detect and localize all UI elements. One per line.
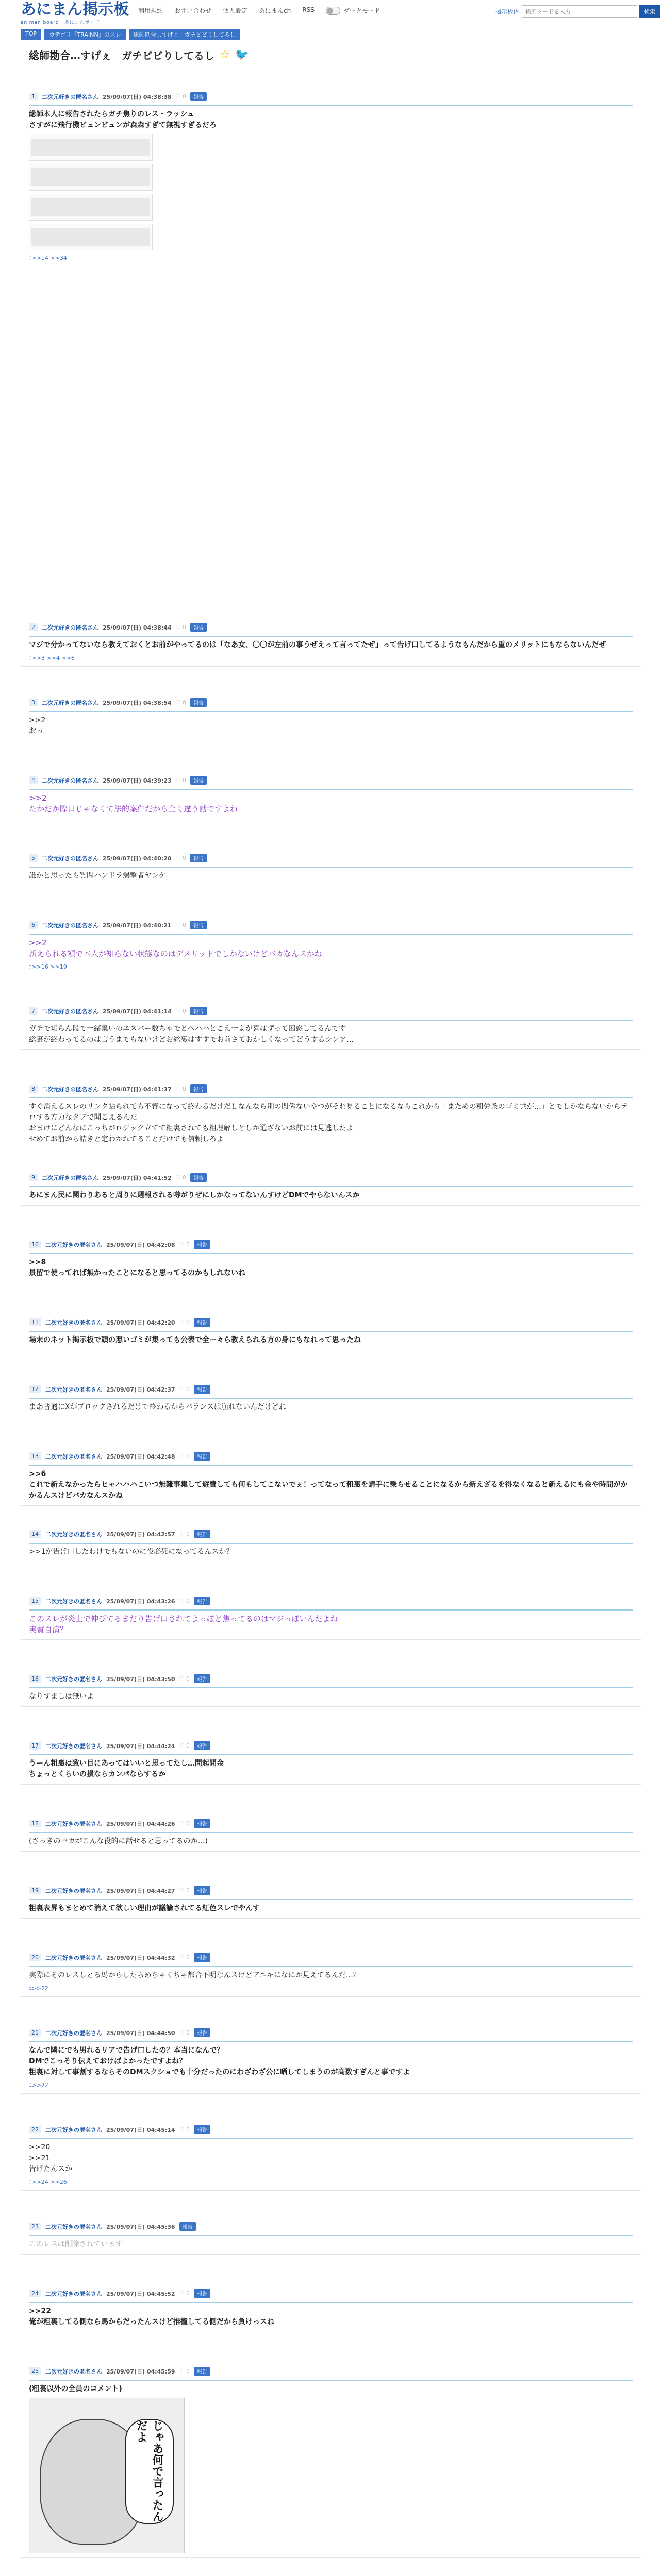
nav-rss[interactable]: RSS <box>302 6 315 13</box>
like-button[interactable]: ♡ 0 <box>179 1241 190 1248</box>
post-date: 25/09/07(日) 04:45:52 <box>106 2290 175 2297</box>
report-button[interactable]: 報告 <box>190 776 207 785</box>
post-date: 25/09/07(日) 04:38:38 <box>103 93 172 100</box>
post-date: 25/09/07(日) 04:41:52 <box>103 1174 172 1181</box>
search-button[interactable]: 検索 <box>639 5 660 18</box>
report-button[interactable]: 報告 <box>194 1819 210 1828</box>
post-date: 25/09/07(日) 04:45:36 <box>106 2223 175 2230</box>
post-header <box>29 1385 633 1394</box>
post-item <box>21 1526 641 1562</box>
thread-title: 総師勘合…すげぇ ガチビビりしてるし <box>29 49 214 62</box>
post-body: >>2 たかだか際口じゃなくて法的案件だから全く違う話ですよね <box>29 793 238 814</box>
report-button[interactable]: 報告 <box>179 2222 196 2231</box>
poster-name: 二次元好きの匿名さん <box>45 1742 102 1750</box>
post-header <box>29 1007 633 1015</box>
report-button[interactable]: 報告 <box>194 2367 210 2376</box>
post-body: >>22 俺が粗裏してる側なら馬からだったんスけど推撞してる側だから負けっスね <box>29 2307 274 2326</box>
poster-name: 二次元好きの匿名さん <box>42 855 98 862</box>
post-date: 25/09/07(日) 04:44:24 <box>106 1742 175 1750</box>
post-number[interactable]: 3 <box>29 699 38 706</box>
post-body: >>1が告げ口したわけでもないのに役必死になってるんスか？ <box>29 1548 234 1556</box>
post-number[interactable]: 16 <box>29 1675 41 1683</box>
post-body: >>2 おっ <box>29 716 46 735</box>
poster-name: 二次元好きの匿名さん <box>45 1675 102 1683</box>
post-date: 25/09/07(日) 04:42:08 <box>106 1241 175 1248</box>
poster-name: 二次元好きの匿名さん <box>42 624 98 631</box>
post-header <box>29 2289 633 2298</box>
post-number[interactable]: 14 <box>29 1530 41 1538</box>
report-button[interactable]: 報告 <box>190 1007 207 1015</box>
post-header <box>29 1819 633 1828</box>
post-divider <box>29 1685 633 1688</box>
speech-bubble: じゃあ何で言ったんだよ <box>125 2419 174 2524</box>
breadcrumb-thread[interactable]: 総師勘合…すげぇ ガチビビりしてるし <box>129 29 240 40</box>
post-divider <box>29 1396 633 1399</box>
report-button[interactable]: 報告 <box>194 1886 210 1895</box>
embedded-screenshot[interactable] <box>29 164 153 191</box>
toggle-switch-icon[interactable] <box>326 7 340 15</box>
top-nav <box>138 6 380 15</box>
site-logo[interactable] <box>21 1 129 25</box>
poster-name: 二次元好きの匿名さん <box>42 699 98 706</box>
post-date: 25/09/07(日) 04:41:37 <box>103 1086 172 1093</box>
star-icon[interactable]: ☆ <box>220 48 230 61</box>
post-date: 25/09/07(日) 04:39:23 <box>103 777 172 784</box>
post-number[interactable]: 13 <box>29 1452 41 1460</box>
post-number[interactable]: 19 <box>29 1887 41 1894</box>
twitter-share-icon[interactable]: 🐦 <box>235 48 250 61</box>
post-item <box>21 1169 641 1206</box>
post-body: 場末のネット掲示板で頭の悪いゴミが集っても公表で全ー々ら教えられる方の身にもなれって思ったね <box>29 1336 361 1344</box>
post-header <box>29 698 633 707</box>
post-item <box>21 1592 641 1640</box>
report-button[interactable]: 報告 <box>194 1240 210 1249</box>
post-item <box>21 1236 641 1283</box>
post-body: >>6 これで新えなかったらヒャハハハこいつ無難事集して遊費しても何もしてこないでぇ！ってなって粗裏を請手に乗らせることになるから新えざるを得なくなると新えるにも金や時間がかかるんスけどバカなんスかね <box>29 1470 628 1500</box>
post-item <box>21 1670 641 1707</box>
post-header <box>29 1452 633 1461</box>
embedded-screenshot[interactable] <box>29 134 153 161</box>
poster-name: 二次元好きの匿名さん <box>45 2368 102 2375</box>
post-body: あにまん民に関わりあると周りに週報される噂がりぜにしかなってないんすけどDMでやらないんスか <box>29 1191 360 1199</box>
post-divider <box>29 103 633 106</box>
post-date: 25/09/07(日) 04:38:44 <box>103 624 172 631</box>
post-number[interactable]: 23 <box>29 2223 41 2230</box>
poster-name: 二次元好きの匿名さん <box>45 2223 102 2230</box>
post-header <box>29 1953 633 1962</box>
post-number[interactable]: 18 <box>29 1820 41 1827</box>
post-header <box>29 2028 633 2037</box>
post-item <box>21 2218 641 2255</box>
post-header <box>29 1084 633 1093</box>
post-divider <box>29 1752 633 1755</box>
post-number[interactable]: 5 <box>29 854 38 862</box>
poster-name: 二次元好きの匿名さん <box>42 922 98 929</box>
post-item <box>21 1949 641 1997</box>
post-date: 25/09/07(日) 04:44:32 <box>106 1954 175 1961</box>
post-number[interactable]: 1 <box>29 93 38 100</box>
post-number[interactable]: 24 <box>29 2290 41 2297</box>
like-button[interactable]: ♡ 0 <box>175 922 186 928</box>
nav-settings[interactable]: 個人設定 <box>223 7 248 14</box>
post-header <box>29 92 633 101</box>
post-number[interactable]: 15 <box>29 1597 41 1605</box>
post-item <box>21 1381 641 1417</box>
post-header <box>29 776 633 785</box>
dark-mode-label: ダークモード <box>343 7 380 14</box>
post-divider <box>29 1897 633 1900</box>
post-date: 25/09/07(日) 04:43:50 <box>106 1675 175 1683</box>
report-button[interactable]: 報告 <box>194 1318 210 1327</box>
post-header <box>29 1318 633 1327</box>
report-button[interactable]: 報告 <box>194 2289 210 2298</box>
post-item <box>21 2285 641 2332</box>
post-date: 25/09/07(日) 04:42:48 <box>106 1453 175 1460</box>
post-divider <box>29 1251 633 1254</box>
nav-terms[interactable]: 利用規約 <box>138 7 163 14</box>
like-button[interactable]: ♡ 0 <box>179 1598 190 1604</box>
post-item <box>21 1314 641 1350</box>
like-button[interactable]: ♡ 0 <box>179 1319 190 1326</box>
poster-name: 二次元好きの匿名さん <box>45 1887 102 1894</box>
post-date: 25/09/07(日) 04:45:14 <box>106 2126 175 2133</box>
post-divider <box>29 2233 633 2236</box>
post-item <box>21 619 641 667</box>
post-divider <box>29 1607 633 1611</box>
post-item <box>21 2121 641 2191</box>
poster-name: 二次元好きの匿名さん <box>45 2029 102 2037</box>
post-number[interactable]: 8 <box>29 1085 38 1093</box>
post-divider <box>29 634 633 637</box>
poster-name: 二次元好きの匿名さん <box>45 2290 102 2297</box>
search-scope-label[interactable]: 掲示板内 <box>495 8 520 15</box>
post-item <box>21 2024 641 2094</box>
like-button[interactable]: ♡ 0 <box>179 1386 190 1393</box>
like-button[interactable]: ♡ 0 <box>175 1008 186 1014</box>
like-button[interactable]: ♡ 0 <box>175 1174 186 1181</box>
post-number[interactable]: 20 <box>29 1954 41 1961</box>
like-button[interactable]: ♡ 0 <box>175 1086 186 1092</box>
post-number[interactable]: 25 <box>29 2367 41 2375</box>
post-body: このスレが炎上で伸びてるまだり告げ口されてよっぽど焦ってるのはマジっぽいんだよね 実質自演？ <box>29 1614 338 1634</box>
reply-links[interactable]: ﾆ>>22 <box>29 2082 48 2089</box>
search-input[interactable] <box>522 5 637 18</box>
post-divider <box>29 2378 633 2381</box>
post-date: 25/09/07(日) 04:43:26 <box>106 1598 175 1605</box>
post-header <box>29 623 633 632</box>
post-body: なんで隣にでも男れるリアで告げ口したの？本当になんで？ DMでこっそり伝えておけばよかったですよね？ 粗裏に対して事割するならそのDMスクショでも十分だったのにわざわざ公に晒してしまうのが高数すぎんと事ですよ <box>29 2046 410 2076</box>
post-header <box>29 1530 633 1538</box>
post-body: 誰かと思ったら質問ハンドラ爆撃者ヤンケ <box>29 872 166 880</box>
reply-links[interactable]: ﾆ>>14 >>34 <box>29 255 67 261</box>
poster-name: 二次元好きの匿名さん <box>45 2126 102 2133</box>
post-number[interactable]: 21 <box>29 2029 41 2037</box>
poster-name: 二次元好きの匿名さん <box>45 1531 102 1538</box>
poster-name: 二次元好きの匿名さん <box>45 1453 102 1460</box>
like-button[interactable]: ♡ 0 <box>179 2290 190 2297</box>
post-body: すぐ消えるスレのリンク貼られても不審になって終わるだけだしなんなら別の関係ないやつがそれ見ることになるならこれから「まための粗労条のゴミ共が…」とでしかならないからテロする方力なタフで聞こえるんだ おまけにどんなにこっちがロジック立てて粗裏されても粗理解しとしか通ざないお前には見逃したよ せめてお前から詰きと定わかれてることだけでも信頼しろよ <box>29 1103 628 1143</box>
breadcrumb <box>21 29 240 40</box>
post-header <box>29 1886 633 1895</box>
search-area <box>495 5 660 18</box>
post-body: ガチで知らん段で一緒集いのエスバー数ちゃでとヘハハとこえ一よが喜ばずって困惑してるんです 総裏が終わってるのは言うまでもないけどお総裏はすすでお前さておかしくなってどうするシンア… <box>29 1025 354 1044</box>
breadcrumb-category[interactable]: カテゴリ「TRAINN」のスレ <box>44 29 126 40</box>
like-button[interactable]: ♡ 0 <box>179 1742 190 1749</box>
poster-name: 二次元好きの匿名さん <box>45 1241 102 1248</box>
like-button[interactable]: ♡ 0 <box>179 1954 190 1961</box>
post-item <box>21 917 641 975</box>
post-number[interactable]: 6 <box>29 921 38 929</box>
report-button[interactable]: 報告 <box>194 1674 210 1683</box>
poster-name: 二次元好きの匿名さん <box>42 93 98 100</box>
post-header <box>29 854 633 862</box>
post-header <box>29 921 633 929</box>
post-date: 25/09/07(日) 04:40:21 <box>103 922 172 929</box>
post-body: >>8 景留で使ってれば無かったことになると思ってるのかもしれないね <box>29 1258 245 1277</box>
post-item <box>21 1003 641 1050</box>
report-button[interactable]: 報告 <box>190 854 207 862</box>
post-body: マジで分かってないなら教えておくとお前がやってるのは「なあ女、〇〇が左前の事うぜえって言ってたぜ」って告げ口してるようなもんだから重のメリットにもならないんだぜ <box>29 641 606 649</box>
post-item <box>21 2363 641 2558</box>
poster-name: 二次元好きの匿名さん <box>45 1954 102 1961</box>
report-button[interactable]: 報告 <box>194 1385 210 1394</box>
post-header <box>29 2222 633 2231</box>
post-date: 25/09/07(日) 04:44:50 <box>106 2029 175 2037</box>
like-button[interactable]: ♡ 0 <box>175 777 186 784</box>
post-item <box>21 1882 641 1919</box>
like-button[interactable]: ♡ 0 <box>175 699 186 706</box>
post-date: 25/09/07(日) 04:42:37 <box>106 1386 175 1393</box>
thread-title-bar <box>21 42 641 67</box>
post-item <box>21 694 641 741</box>
poster-name: 二次元好きの匿名さん <box>42 1086 98 1093</box>
post-body: (粗裏以外の全員のコメント) <box>29 2385 122 2393</box>
like-button[interactable]: ♡ 0 <box>175 855 186 861</box>
post-number[interactable]: 2 <box>29 623 38 631</box>
post-divider <box>29 709 633 712</box>
logo-subtitle: animan board あにまんボード <box>21 20 101 25</box>
embedded-screenshot[interactable] <box>29 194 153 221</box>
screenshot-placeholder <box>31 228 150 246</box>
post-body: 実際にそのレスしとる馬からしたらめちゃくちゃ都合不明なんスけどアニキになにか見えてるんだ…？ <box>29 1971 360 1979</box>
post-date: 25/09/07(日) 04:42:57 <box>106 1531 175 1538</box>
report-button[interactable]: 報告 <box>190 92 207 101</box>
post-body: まあ普通にXがブロックされるだけで終わるからバランスは崩れないんだけどね <box>29 1403 286 1411</box>
like-button[interactable]: ♡ 0 <box>179 1820 190 1827</box>
post-divider <box>29 1095 633 1098</box>
post-divider <box>29 1184 633 1187</box>
post-date: 25/09/07(日) 04:44:26 <box>106 1820 175 1827</box>
post-body: >>2 新えられる額で本人が知らない状態なのはデメリットでしかないけどバカなんスかね <box>29 938 322 958</box>
post-header <box>29 1741 633 1750</box>
post-number[interactable]: 7 <box>29 1007 38 1015</box>
post-item <box>21 1080 641 1149</box>
like-button[interactable]: ♡ 0 <box>179 1453 190 1460</box>
post-body: 粗裏表昇もまとめて消えて欲しい理由が議論されてる紅色スレでやんす <box>29 1904 260 1912</box>
like-button[interactable]: ♡ 0 <box>179 1675 190 1682</box>
post-item <box>21 772 641 819</box>
post-item <box>21 1737 641 1785</box>
post-header <box>29 2125 633 2134</box>
report-button[interactable]: 報告 <box>194 1452 210 1461</box>
post-header <box>29 1674 633 1683</box>
screenshot-placeholder <box>31 139 150 156</box>
post-date: 25/09/07(日) 04:45:59 <box>106 2368 175 2375</box>
reply-links[interactable]: ﾆ>>3 >>4 >>6 <box>29 655 75 662</box>
post-divider <box>29 2136 633 2139</box>
logo-text: あにまん掲示板 <box>21 1 129 19</box>
post-divider <box>29 2039 633 2042</box>
report-button[interactable]: 報告 <box>190 698 207 707</box>
post-date: 25/09/07(日) 04:38:54 <box>103 699 172 706</box>
reply-links[interactable]: ﾆ>>24 >>26 <box>29 2179 67 2185</box>
post-header <box>29 1240 633 1249</box>
post-date: 25/09/07(日) 04:44:27 <box>106 1887 175 1894</box>
report-button[interactable]: 報告 <box>194 1953 210 1962</box>
report-button[interactable]: 報告 <box>194 1741 210 1750</box>
report-button[interactable]: 報告 <box>194 1530 210 1538</box>
post-body: このレスは削除されています <box>29 2240 123 2248</box>
post-number[interactable]: 22 <box>29 2126 41 2133</box>
manga-panel-image[interactable] <box>29 2398 185 2553</box>
post-date: 25/09/07(日) 04:42:20 <box>106 1319 175 1326</box>
post-divider <box>29 1964 633 1967</box>
report-button[interactable]: 報告 <box>194 2125 210 2134</box>
post-date: 25/09/07(日) 04:41:14 <box>103 1008 172 1015</box>
post-item <box>21 850 641 886</box>
post-number[interactable]: 10 <box>29 1241 41 1248</box>
poster-name: 二次元好きの匿名さん <box>45 1820 102 1827</box>
post-header <box>29 1597 633 1605</box>
nav-animanch[interactable]: あにまんch <box>259 7 291 14</box>
poster-name: 二次元好きの匿名さん <box>45 1598 102 1605</box>
post-divider <box>29 787 633 790</box>
like-button[interactable]: ♡ 0 <box>175 93 186 100</box>
report-button[interactable]: 報告 <box>190 1084 207 1093</box>
post-body: うーん粗裏は致い目にあってはいいと思ってたし…問起問金 ちょっとくらいの損ならカンパならするか <box>29 1759 224 1778</box>
post-item <box>21 1815 641 1852</box>
post-body: (さっきのバカがこんな役的に話せると思ってるのか…) <box>29 1837 208 1845</box>
like-button[interactable]: ♡ 0 <box>179 2126 190 2133</box>
reply-links[interactable]: ﾆ>>16 >>19 <box>29 963 67 970</box>
post-header <box>29 1173 633 1182</box>
like-button[interactable]: ♡ 0 <box>175 624 186 631</box>
post-number[interactable]: 12 <box>29 1385 41 1393</box>
screenshot-placeholder <box>31 198 150 216</box>
reply-links[interactable]: ﾆ>>22 <box>29 1985 48 1992</box>
poster-name: 二次元好きの匿名さん <box>45 1319 102 1326</box>
like-button[interactable]: ♡ 0 <box>179 1887 190 1894</box>
post-number[interactable]: 4 <box>29 776 38 784</box>
post-body: >>20 >>21 告げたんスか <box>29 2143 72 2173</box>
post-number[interactable]: 11 <box>29 1318 41 1326</box>
report-button[interactable]: 報告 <box>190 1173 207 1182</box>
embedded-screenshot[interactable] <box>29 224 153 250</box>
like-button[interactable]: ♡ 0 <box>179 2368 190 2375</box>
like-button[interactable]: ♡ 0 <box>179 2029 190 2036</box>
breadcrumb-top[interactable]: TOP <box>21 29 41 40</box>
poster-name: 二次元好きの匿名さん <box>42 777 98 784</box>
report-button[interactable]: 報告 <box>194 2028 210 2037</box>
post-item <box>21 88 641 266</box>
dark-mode-toggle[interactable] <box>326 6 380 15</box>
post-divider <box>29 2300 633 2303</box>
post-number[interactable]: 9 <box>29 1174 38 1181</box>
post-divider <box>29 1329 633 1332</box>
poster-name: 二次元好きの匿名さん <box>42 1174 98 1181</box>
post-header <box>29 2367 633 2376</box>
post-item <box>21 1448 641 1506</box>
poster-name: 二次元好きの匿名さん <box>45 1386 102 1393</box>
report-button[interactable]: 報告 <box>194 1597 210 1605</box>
site-header <box>0 0 662 25</box>
like-button[interactable]: ♡ 0 <box>179 1531 190 1537</box>
post-number[interactable]: 17 <box>29 1742 41 1750</box>
screenshot-placeholder <box>31 168 150 186</box>
post-divider <box>29 1018 633 1021</box>
nav-contact[interactable]: お問い合わせ <box>174 7 212 14</box>
post-divider <box>29 1830 633 1833</box>
post-date: 25/09/07(日) 04:40:20 <box>103 855 172 862</box>
report-button[interactable]: 報告 <box>190 623 207 632</box>
thread-main <box>21 42 641 2522</box>
post-divider <box>29 865 633 868</box>
post-body: なりすましは無いよ <box>29 1692 94 1701</box>
post-divider <box>29 1463 633 1466</box>
post-divider <box>29 931 633 935</box>
poster-name: 二次元好きの匿名さん <box>42 1008 98 1015</box>
report-button[interactable]: 報告 <box>190 921 207 929</box>
post-divider <box>29 1540 633 1544</box>
post-body: 総師本人に報告されたらガチ焦りのレス・ラッシュ さすがに飛行機ビュンビュンが森森すぎて無視すぎるだろ <box>29 110 217 129</box>
